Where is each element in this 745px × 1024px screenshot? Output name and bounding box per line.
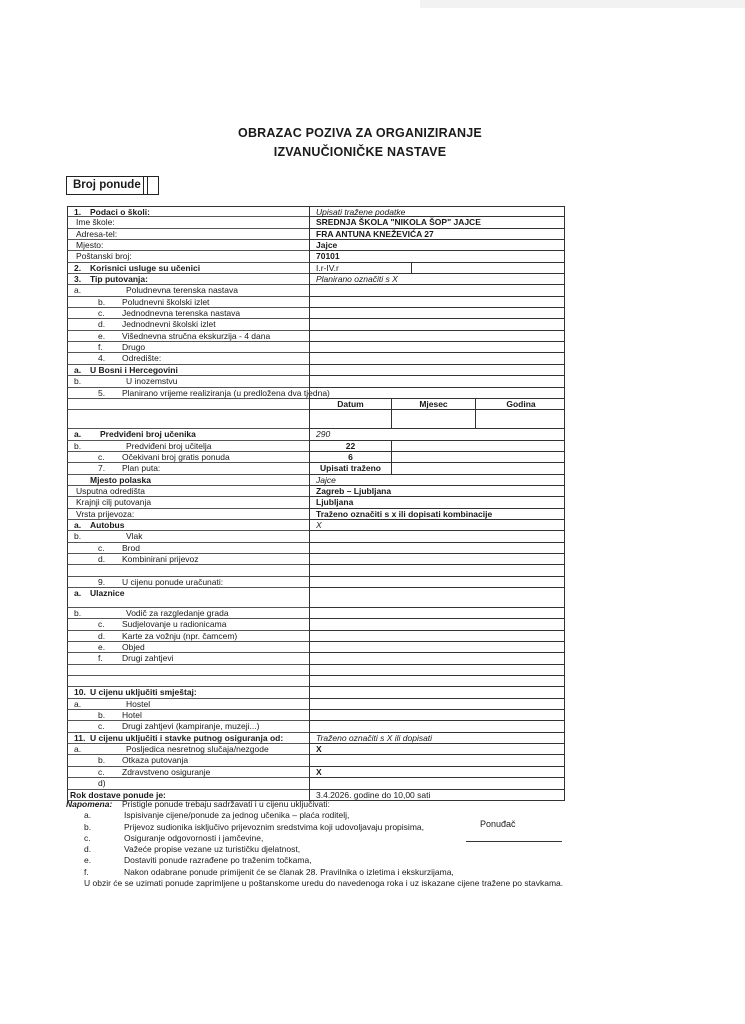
date-year: Godina [506, 398, 536, 409]
note-letter: d. [84, 844, 92, 855]
table-row [67, 217, 565, 228]
row-label: Vlak [126, 531, 143, 542]
table-row [67, 642, 565, 653]
row-letter: c. [98, 619, 105, 630]
row-label: Zdravstveno osiguranje [122, 766, 211, 777]
notes-intro: Pristigle ponude trebaju sadržavati i u cijenu uključivati: [122, 799, 330, 809]
table-row [67, 778, 565, 789]
table-row [67, 565, 565, 576]
note-text: Važeće propise vezane uz turističku djelatnost, [124, 844, 301, 855]
table-row [67, 520, 565, 531]
row-letter: b. [98, 755, 106, 766]
row-letter: 9. [98, 576, 106, 587]
row-value: Jajce [316, 240, 338, 251]
row-number: 2. [74, 262, 82, 273]
row-number: 1. [74, 207, 82, 217]
row-label: Sudjelovanje u radionicama [122, 619, 227, 630]
row-label: Drugo [122, 342, 146, 353]
row-label: Mjesto polaska [90, 474, 151, 485]
row-label: Otkaza putovanja [122, 755, 189, 766]
offer-number-box [143, 176, 159, 195]
row-label: Hostel [126, 698, 151, 709]
row-value: X [316, 519, 322, 530]
table-row [67, 497, 565, 508]
title-line-1: OBRAZAC POZIVA ZA ORGANIZIRANJE [238, 126, 482, 140]
note-letter: f. [84, 866, 89, 877]
table-row [67, 676, 565, 687]
offer-number-label: Broj ponude [66, 176, 148, 195]
row-label: Vodič za razgledanje grada [126, 608, 229, 618]
row-label: Drugi zahtjevi [122, 653, 174, 664]
row-label: U cijenu uključiti smještaj: [90, 687, 197, 698]
table-row [67, 274, 565, 285]
note-text: Osiguranje odgovornosti i jamčevine, [124, 832, 264, 843]
row-letter: b. [74, 440, 82, 451]
note-letter: a. [84, 810, 92, 821]
row-label: Višednevna stručna ekskurzija - 4 dana [122, 330, 271, 341]
notes-heading: Napomena: [66, 799, 113, 809]
table-row [67, 331, 565, 342]
row-number: a. [74, 588, 82, 598]
row-letter: a. [74, 744, 82, 755]
row-letter: a. [74, 285, 82, 296]
row-label: Kombinirani prijevoz [122, 553, 199, 564]
form-table [67, 206, 565, 801]
row-label: Adresa-tel: [76, 228, 118, 239]
row-value: Planirano označiti s X [316, 274, 398, 285]
table-row [67, 285, 565, 296]
row-letter: b. [98, 710, 106, 721]
row-label: U cijenu uključiti i stavke putnog osiguranja od: [90, 732, 284, 743]
table-row [67, 365, 565, 376]
table-row [67, 577, 565, 588]
row-letter: f. [98, 653, 103, 664]
table-row [67, 486, 565, 497]
table-row [67, 399, 565, 410]
date-year-caption [476, 410, 566, 428]
row-letter: c. [98, 451, 105, 462]
row-label: Ulaznice [90, 588, 125, 598]
bidder-label: Ponuđač [480, 819, 516, 829]
row-value: X [316, 766, 322, 777]
row-letter: c. [98, 542, 105, 553]
table-row [67, 475, 565, 486]
row-letter: 7. [98, 463, 106, 474]
title-line-2: IZVANUČIONIČKE NASTAVE [273, 145, 447, 159]
date-day-caption [310, 410, 392, 428]
row-letter: d. [98, 630, 106, 641]
row-note [392, 441, 566, 451]
row-label: Predviđeni broj učenika [100, 429, 196, 440]
row-value: 22 [310, 441, 392, 451]
table-row [67, 342, 565, 353]
note-text: Dostaviti ponude razrađene po traženim točkama, [124, 855, 312, 866]
note-letter: b. [84, 821, 92, 832]
table-row [67, 744, 565, 755]
row-label: Podaci o školi: [90, 207, 150, 217]
table-row [67, 297, 565, 308]
row-label: Objed [122, 642, 145, 653]
row-label: Vrsta prijevoza: [76, 508, 135, 519]
table-row [67, 509, 565, 520]
row-letter: a. [74, 698, 82, 709]
table-row [67, 665, 565, 676]
table-row [67, 229, 565, 240]
table-row [67, 308, 565, 319]
table-row [67, 531, 565, 542]
row-label: Brod [122, 542, 140, 553]
table-row [67, 699, 565, 710]
row-label: Predviđeni broj učitelja [126, 440, 212, 451]
row-letter: e. [98, 330, 106, 341]
signature-line [466, 841, 562, 842]
row-letter: c. [98, 308, 105, 319]
table-row [67, 554, 565, 565]
row-letter: c. [98, 721, 105, 732]
table-row [67, 206, 565, 217]
row-number: a. [74, 429, 82, 440]
row-label: Ime škole: [76, 217, 115, 228]
row-label: Poludnevni školski izlet [122, 296, 210, 307]
row-letter: d) [98, 778, 106, 789]
row-letter: b. [74, 531, 82, 542]
row-label: Hotel [122, 710, 142, 721]
note-letter: c. [84, 832, 91, 843]
row-label: Jednodnevni školski izlet [122, 319, 216, 330]
row-label: Tip putovanja: [90, 274, 148, 285]
row-label: Jednodnevna terenska nastava [122, 308, 241, 319]
table-row [67, 733, 565, 744]
row-value: Zagreb – Ljubljana [316, 485, 392, 496]
table-row [67, 631, 565, 642]
row-value: Ljubljana [316, 497, 354, 508]
table-row [67, 653, 565, 664]
table-row [67, 619, 565, 630]
table-row [67, 353, 565, 364]
row-label: Očekivani broj gratis ponuda [122, 451, 230, 462]
row-label: Plan puta: [122, 463, 161, 474]
row-value: 290 [316, 429, 331, 440]
row-number: a. [74, 364, 82, 375]
row-value: 3.4.2026. godine do 10,00 sati [316, 789, 431, 800]
row-label: Drugi zahtjevi (kampiranje, muzeji...) [122, 721, 260, 732]
row-value: X [316, 744, 322, 755]
table-row [67, 410, 565, 429]
document-title [200, 124, 520, 162]
table-row [67, 452, 565, 463]
note-text: Prijevoz sudionika isključivo prijevoznim sredstvima koji udovoljavaju propisima, [124, 821, 424, 832]
table-row [67, 463, 565, 474]
row-value: FRA ANTUNA KNEŽEVIĆA 27 [316, 228, 434, 239]
row-number: 3. [74, 274, 82, 285]
row-value: I.r-IV.r [310, 263, 412, 273]
row-label: U Bosni i Hercegovini [90, 364, 178, 375]
table-row [67, 755, 565, 766]
table-row [67, 441, 565, 452]
table-row [67, 319, 565, 330]
row-letter: b. [74, 376, 82, 387]
row-letter: d. [98, 553, 106, 564]
row-label: Krajnji cilj putovanja [76, 497, 152, 508]
table-row [67, 767, 565, 778]
table-row [67, 710, 565, 721]
table-row [67, 588, 565, 608]
date-month-caption [392, 410, 476, 428]
row-value: Upisati traženo [310, 463, 392, 473]
row-value: 6 [310, 452, 392, 462]
row-label: Usputna odredišta [76, 485, 145, 496]
row-label: Odredište: [122, 353, 162, 364]
row-label: Posljedica nesretnog slučaja/nezgode [126, 744, 269, 755]
date-day: Datum [310, 399, 392, 409]
table-row [67, 429, 565, 440]
row-letter: c. [98, 766, 105, 777]
row-label: Poludnevna terenska nastava [126, 285, 238, 296]
row-value: Upisati tražene podatke [316, 207, 406, 217]
table-row [67, 240, 565, 251]
row-value: Traženo označiti s X ili dopisati [316, 732, 433, 743]
note-letter: e. [84, 855, 92, 866]
scan-edge-mark [420, 0, 745, 8]
row-letter: 4. [98, 353, 106, 364]
date-month: Mjesec [392, 399, 476, 409]
row-letter: b. [98, 296, 106, 307]
note-text: Ispisivanje cijene/ponude za jednog učenika – plaća roditelj, [124, 810, 350, 821]
row-label: U cijenu ponude uračunati: [122, 576, 224, 587]
table-row [67, 263, 565, 274]
row-label: Korisnici usluge su učenici [90, 262, 201, 273]
row-label: U inozemstvu [126, 376, 178, 387]
table-row [67, 543, 565, 554]
row-label: Poštanski broj: [76, 251, 132, 262]
notes-section [66, 799, 586, 889]
row-value: Jajce [316, 474, 336, 485]
row-letter: f. [98, 342, 103, 353]
row-number: 10. [74, 687, 86, 698]
row-letter: b. [74, 608, 82, 618]
row-label: Karte za vožnju (npr. čamcem) [122, 630, 238, 641]
table-row [67, 251, 565, 262]
row-label: Rok dostave ponude je: [70, 789, 166, 800]
table-row [67, 388, 565, 399]
table-row [67, 608, 565, 619]
row-label: Autobus [90, 519, 125, 530]
table-row [67, 721, 565, 732]
row-label: Planirano vrijeme realiziranja (u predložena dva tjedna) [122, 387, 330, 398]
row-letter: d. [98, 319, 106, 330]
table-row [67, 376, 565, 387]
row-letter: 5. [98, 387, 106, 398]
row-value: Traženo označiti s x ili dopisati kombinacije [316, 508, 493, 519]
table-row [67, 687, 565, 698]
note-text: Nakon odabrane ponude primijenit će se članak 28. Pravilnika o izletima i ekskurzijama, [124, 866, 454, 877]
row-label: Mjesto: [76, 240, 104, 251]
notes-footer: U obzir će se uzimati ponude zaprimljene u poštanskome uredu do navedenoga roka i uz iskazane cijene tražene po stavkama. [84, 878, 564, 889]
row-value: SREDNJA ŠKOLA "NIKOLA ŠOP" JAJCE [316, 217, 481, 228]
row-number: a. [74, 519, 82, 530]
row-letter: e. [98, 642, 106, 653]
row-number: 11. [74, 732, 86, 743]
row-value: 70101 [316, 251, 340, 262]
